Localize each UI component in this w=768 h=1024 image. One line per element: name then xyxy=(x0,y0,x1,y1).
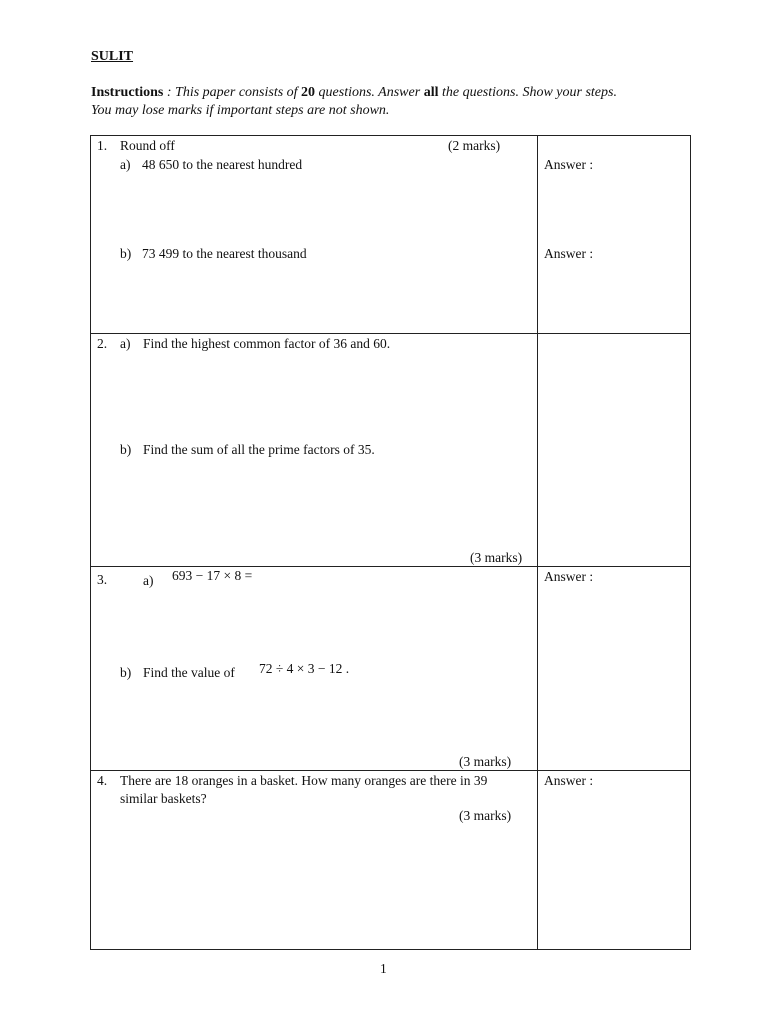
question-1a-label: a) xyxy=(120,157,131,172)
question-1a-text: 48 650 to the nearest hundred xyxy=(142,157,303,172)
question-1b-label: b) xyxy=(120,246,132,261)
question-3a-expression: 693 − 17 × 8 = xyxy=(172,568,253,583)
question-3b-expression: 72 ÷ 4 × 3 − 12 . xyxy=(259,661,350,676)
row-divider-3 xyxy=(90,770,691,771)
question-2b-text: Find the sum of all the prime factors of 35. xyxy=(143,442,375,457)
instructions-text-3: the questions. Show your steps. xyxy=(438,85,617,100)
question-3b-text: Find the value of xyxy=(143,665,235,680)
question-count: 20 xyxy=(301,85,316,100)
row-divider-2 xyxy=(90,566,691,567)
question-2-marks: (3 marks) xyxy=(470,550,523,565)
question-1b-answer: Answer : xyxy=(544,246,594,261)
question-4-answer: Answer : xyxy=(544,773,594,788)
question-4-number: 4. xyxy=(97,773,108,788)
question-3-marks: (3 marks) xyxy=(459,754,512,769)
instructions-label: Instructions xyxy=(91,85,164,100)
question-4-line-2: similar baskets? xyxy=(120,791,207,806)
question-3b-label: b) xyxy=(120,665,132,680)
instructions-text-1: This paper consists of xyxy=(175,85,302,100)
question-2a-text: Find the highest common factor of 36 and 60. xyxy=(143,336,391,351)
question-2-number: 2. xyxy=(97,336,108,351)
page-number: 1 xyxy=(380,961,387,976)
question-2b-label: b) xyxy=(120,442,132,457)
answer-column-divider xyxy=(537,135,538,950)
question-1a-answer: Answer : xyxy=(544,157,594,172)
row-divider-1 xyxy=(90,333,691,334)
question-1-stem: Round off xyxy=(120,138,175,153)
question-3a-label: a) xyxy=(143,573,154,588)
question-4-marks: (3 marks) xyxy=(459,808,512,823)
question-3-answer: Answer : xyxy=(544,569,594,584)
question-1b-text: 73 499 to the nearest thousand xyxy=(142,246,307,261)
instructions-all: all xyxy=(423,85,439,100)
question-1-number: 1. xyxy=(97,138,108,153)
question-4-line-1: There are 18 oranges in a basket. How many oranges are there in 39 xyxy=(120,773,488,788)
instructions-sep: : xyxy=(163,85,176,100)
instructions xyxy=(91,84,617,120)
question-1-marks: (2 marks) xyxy=(448,138,501,153)
sulit-label: SULIT xyxy=(91,49,134,64)
instructions-line-2: You may lose marks if important steps are not shown. xyxy=(91,103,390,118)
question-3-number: 3. xyxy=(97,572,108,587)
instructions-text-2: questions. Answer xyxy=(315,85,424,100)
question-2a-label: a) xyxy=(120,336,131,351)
